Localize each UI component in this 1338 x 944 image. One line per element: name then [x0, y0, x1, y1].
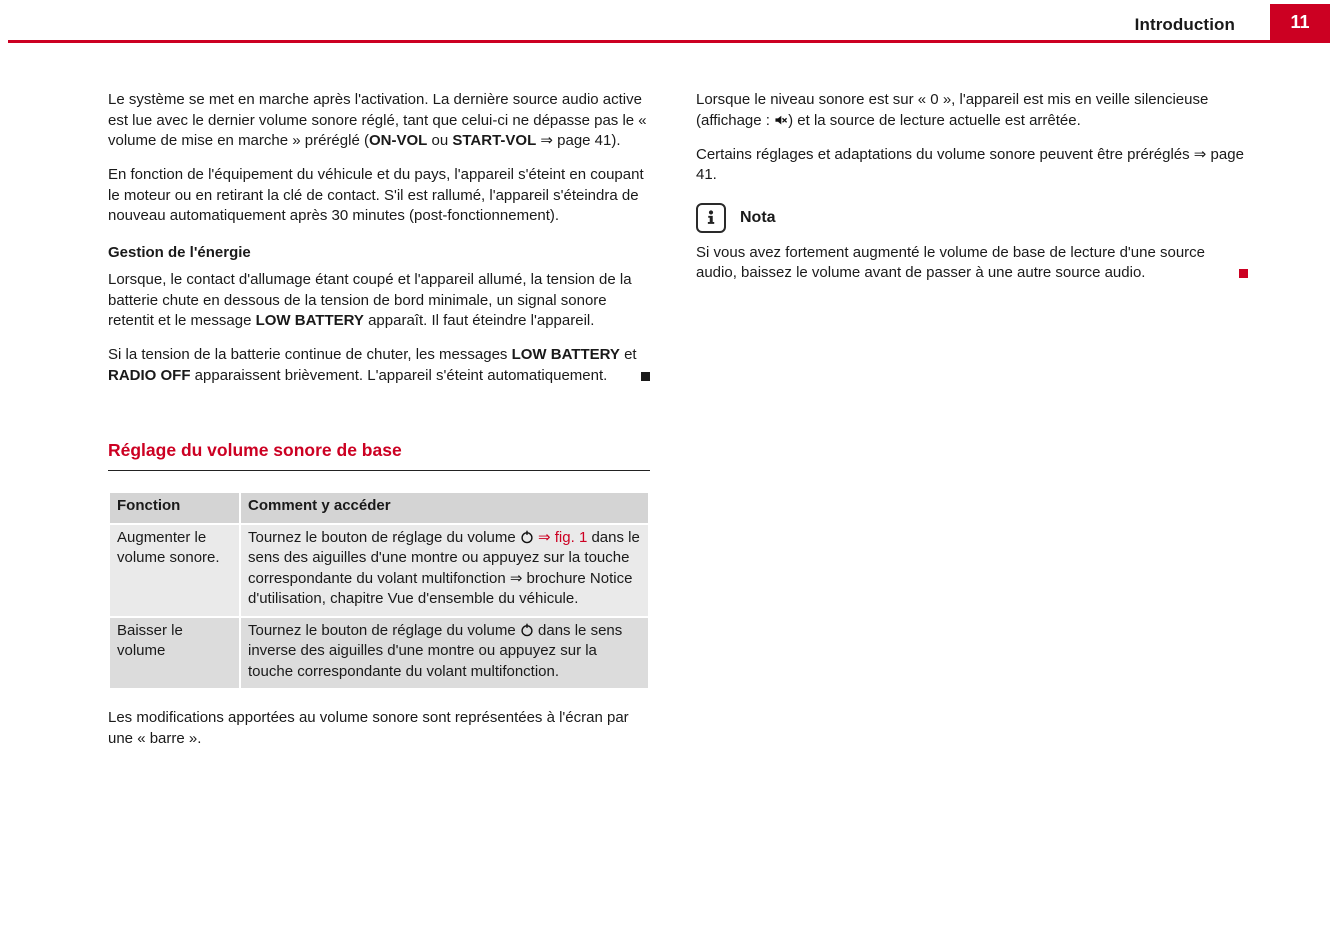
text-run: LOW BATTERY: [511, 346, 620, 363]
table-row: [109, 617, 649, 690]
content-columns: [108, 90, 1248, 763]
text-run: En fonction de l'équipement du véhicule et du pays, l'appareil s'éteint en coupant le moteur ou en retirant la clé de contact. S'il est rallumé, l'appareil s'éteindra de nouveau automatiquement après 30 minutes (post-fonctionnement).: [108, 166, 644, 224]
table-cell-how: [240, 524, 649, 617]
text-run: Lorsque le niveau sonore est sur « 0 », l'appareil est mis en veille silencieuse (affichage :: [696, 91, 1209, 129]
table-header-function: Fonction: [109, 492, 240, 524]
header-rule: [8, 40, 1330, 43]
paragraph-low-battery: [108, 270, 650, 332]
paragraph-text: Si vous avez fortement augmenté le volume de base de lecture d'une source audio, baissez le volume avant de passer à une autre source audio.: [696, 243, 1205, 281]
volume-knob-icon: [520, 530, 534, 544]
text-run: Lorsque, le contact d'allumage étant coupé et l'appareil allumé, la tension de la batterie chute en dessous de la tension de bord minimale, un signal sonore retentit et le message: [108, 271, 632, 329]
table-row: [109, 524, 649, 617]
text-run: Tournez le bouton de réglage du volume: [248, 621, 520, 639]
section-end-marker: [641, 372, 650, 381]
left-column: [108, 90, 650, 763]
text-run: ou: [427, 132, 453, 149]
paragraph-text: [108, 346, 637, 384]
table-cell-how: [240, 617, 649, 690]
text-run: apparaît. Il faut éteindre l'appareil.: [363, 312, 595, 329]
text-run: ⇒ fig. 1: [538, 528, 588, 546]
volume-knob-icon: [520, 623, 534, 637]
mute-icon: [774, 113, 788, 127]
text-run: et: [619, 346, 637, 363]
text-run: Si la tension de la batterie continue de chuter, les messages: [108, 346, 512, 363]
section-end-marker: [1239, 269, 1248, 278]
paragraph-volume-bar: Les modifications apportées au volume sonore sont représentées à l'écran par une « barre ».: [108, 709, 629, 747]
text-run: apparaissent brièvement. L'appareil s'éteint automatiquement.: [190, 366, 608, 384]
paragraph-presets: Certains réglages et adaptations du volume sonore peuvent être préréglés ⇒ page 41.: [696, 145, 1244, 183]
text-run: ) et la source de lecture actuelle est arrêtée.: [788, 111, 1081, 129]
nota-label: Nota: [740, 208, 776, 226]
paragraph-activation: [108, 90, 650, 152]
text-run: ON-VOL: [368, 132, 428, 149]
volume-adjust-table: [108, 491, 650, 690]
text-run: Tournez le bouton de réglage du volume: [248, 528, 520, 546]
text-run: Le système se met en marche après l'activation. La dernière source audio active est lue avec le dernier volume sonore réglé, tant que celui-ci ne dépasse pas le « volume de mise en marche » préréglé (: [108, 91, 647, 149]
table-header-row: [109, 492, 649, 524]
text-run: ⇒ page 41).: [536, 132, 621, 149]
paragraph-shutoff: [108, 165, 650, 227]
text-run: dans le sens inverse des aiguilles d'une montre ou appuyez sur la touche correspondante du volant multifonction.: [248, 621, 623, 680]
header-title: Introduction: [1134, 15, 1235, 34]
info-icon: [696, 203, 726, 233]
right-column: [696, 90, 1248, 763]
table-cell-function: Augmenter le volume sonore.: [109, 524, 240, 617]
text-run: RADIO OFF: [108, 366, 191, 384]
subsection-heading-energy: Gestion de l'énergie: [108, 243, 251, 261]
page-number-badge: [1270, 4, 1330, 41]
page-number: 11: [1290, 12, 1310, 32]
table-cell-function: Baisser le volume: [109, 617, 240, 690]
paragraph-mute: [696, 90, 1248, 131]
paragraph-nota-text: [696, 243, 1248, 284]
text-run: LOW BATTERY: [255, 312, 364, 329]
paragraph-radio-off: [108, 345, 650, 386]
table-header-access: Comment y accéder: [240, 492, 649, 524]
nota-box: [696, 203, 1248, 233]
text-run: dans le sens des aiguilles d'une montre ou appuyez sur la touche correspondante du volant multifonction ⇒ brochure Notice d'utilisation, chapitre Vue d'ensemble du véhicule.: [248, 528, 640, 607]
text-run: START-VOL: [452, 132, 537, 149]
section-heading-volume: Réglage du volume sonore de base: [108, 440, 650, 471]
